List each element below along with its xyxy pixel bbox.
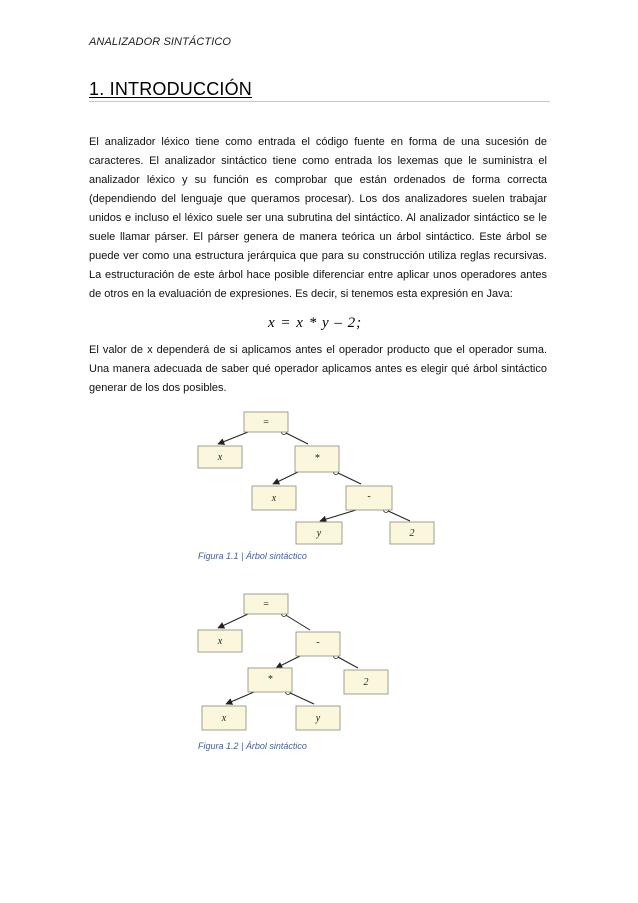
- tree-node-root: [244, 594, 288, 614]
- svg-text:=: =: [262, 599, 270, 610]
- tree-edge: [218, 432, 248, 444]
- tree-node: [202, 706, 246, 730]
- tree-node-root: [244, 412, 288, 432]
- tree-edge: [284, 614, 310, 630]
- svg-text:x: x: [271, 493, 277, 504]
- tree-node: [344, 670, 388, 694]
- svg-text:2: 2: [409, 528, 415, 539]
- svg-text:x: x: [217, 452, 223, 463]
- svg-text:y: y: [315, 713, 321, 724]
- tree-node: [296, 706, 340, 730]
- tree-edge: [336, 472, 361, 484]
- tree-edge: [336, 656, 358, 668]
- tree-node-operator: [296, 632, 340, 656]
- tree-edge: [276, 656, 300, 668]
- svg-text:2: 2: [363, 677, 369, 688]
- tree-node-operator: [346, 486, 392, 510]
- svg-text:*: *: [314, 453, 320, 464]
- svg-text:x: x: [217, 636, 223, 647]
- intro-paragraph: El analizador léxico tiene como entrada el código fuente en forma de una sucesión de caracteres. El analizador sintáctico tiene como entrada los lexemas que le suministra el analizador léxico y su función es comprobar que están ordenados de forma correcta (dependiendo del lenguaje que queramos procesar). Los dos analizadores suelen trabajar unidos e incluso el léxico suele ser una subrutina del sintáctico. Al analizador sintáctico se le suele llamar párser. El párser genera de manera teórica un árbol sintáctico. Este árbol se puede ver como una estructura jerárquica que para su construcción utiliza reglas recursivas. La estructuración de este árbol hace posible diferenciar entre aplicar unos operadores antes de otros en la evaluación de expresiones. Es decir, si tenemos esta expresión en Java:: [89, 136, 547, 300]
- tree-edge: [226, 692, 254, 704]
- tree-node: [252, 486, 296, 510]
- java-expression: x = x * y – 2;: [268, 315, 363, 331]
- syntax-tree-figure-1: [196, 410, 436, 545]
- svg-text:-: -: [316, 637, 320, 648]
- tree-node: [296, 522, 342, 544]
- section-heading: 1. INTRODUCCIÓN: [89, 79, 253, 99]
- tree-node-operator: [295, 446, 339, 472]
- svg-text:y: y: [316, 528, 322, 539]
- tree-edge: [273, 472, 298, 484]
- svg-text:-: -: [367, 491, 371, 502]
- tree-node-operator: [248, 668, 292, 692]
- svg-text:=: =: [262, 417, 270, 428]
- tree-node: [390, 522, 434, 544]
- svg-text:*: *: [267, 674, 273, 685]
- svg-text:x: x: [221, 713, 227, 724]
- figure-2-caption: Figura 1.2 | Árbol sintáctico: [198, 741, 307, 751]
- tree-edge: [288, 692, 314, 704]
- tree-edge: [386, 510, 410, 521]
- figure-1-caption: Figura 1.1 | Árbol sintáctico: [198, 551, 307, 561]
- syntax-tree-figure-2: [196, 590, 396, 738]
- tree-edge: [284, 432, 308, 444]
- tree-node: [198, 446, 242, 468]
- running-header: ANALIZADOR SINTÁCTICO: [89, 36, 232, 48]
- tree-edge: [320, 510, 356, 521]
- explanation-paragraph: El valor de x dependerá de si aplicamos antes el operador producto que el operador suma. Una manera adecuada de saber qué operador aplicamos antes es elegir qué árbol sintáctico generar de los dos posibles.: [89, 344, 547, 394]
- tree-node: [198, 630, 242, 652]
- heading-rule: [89, 101, 550, 102]
- tree-edge: [218, 614, 248, 628]
